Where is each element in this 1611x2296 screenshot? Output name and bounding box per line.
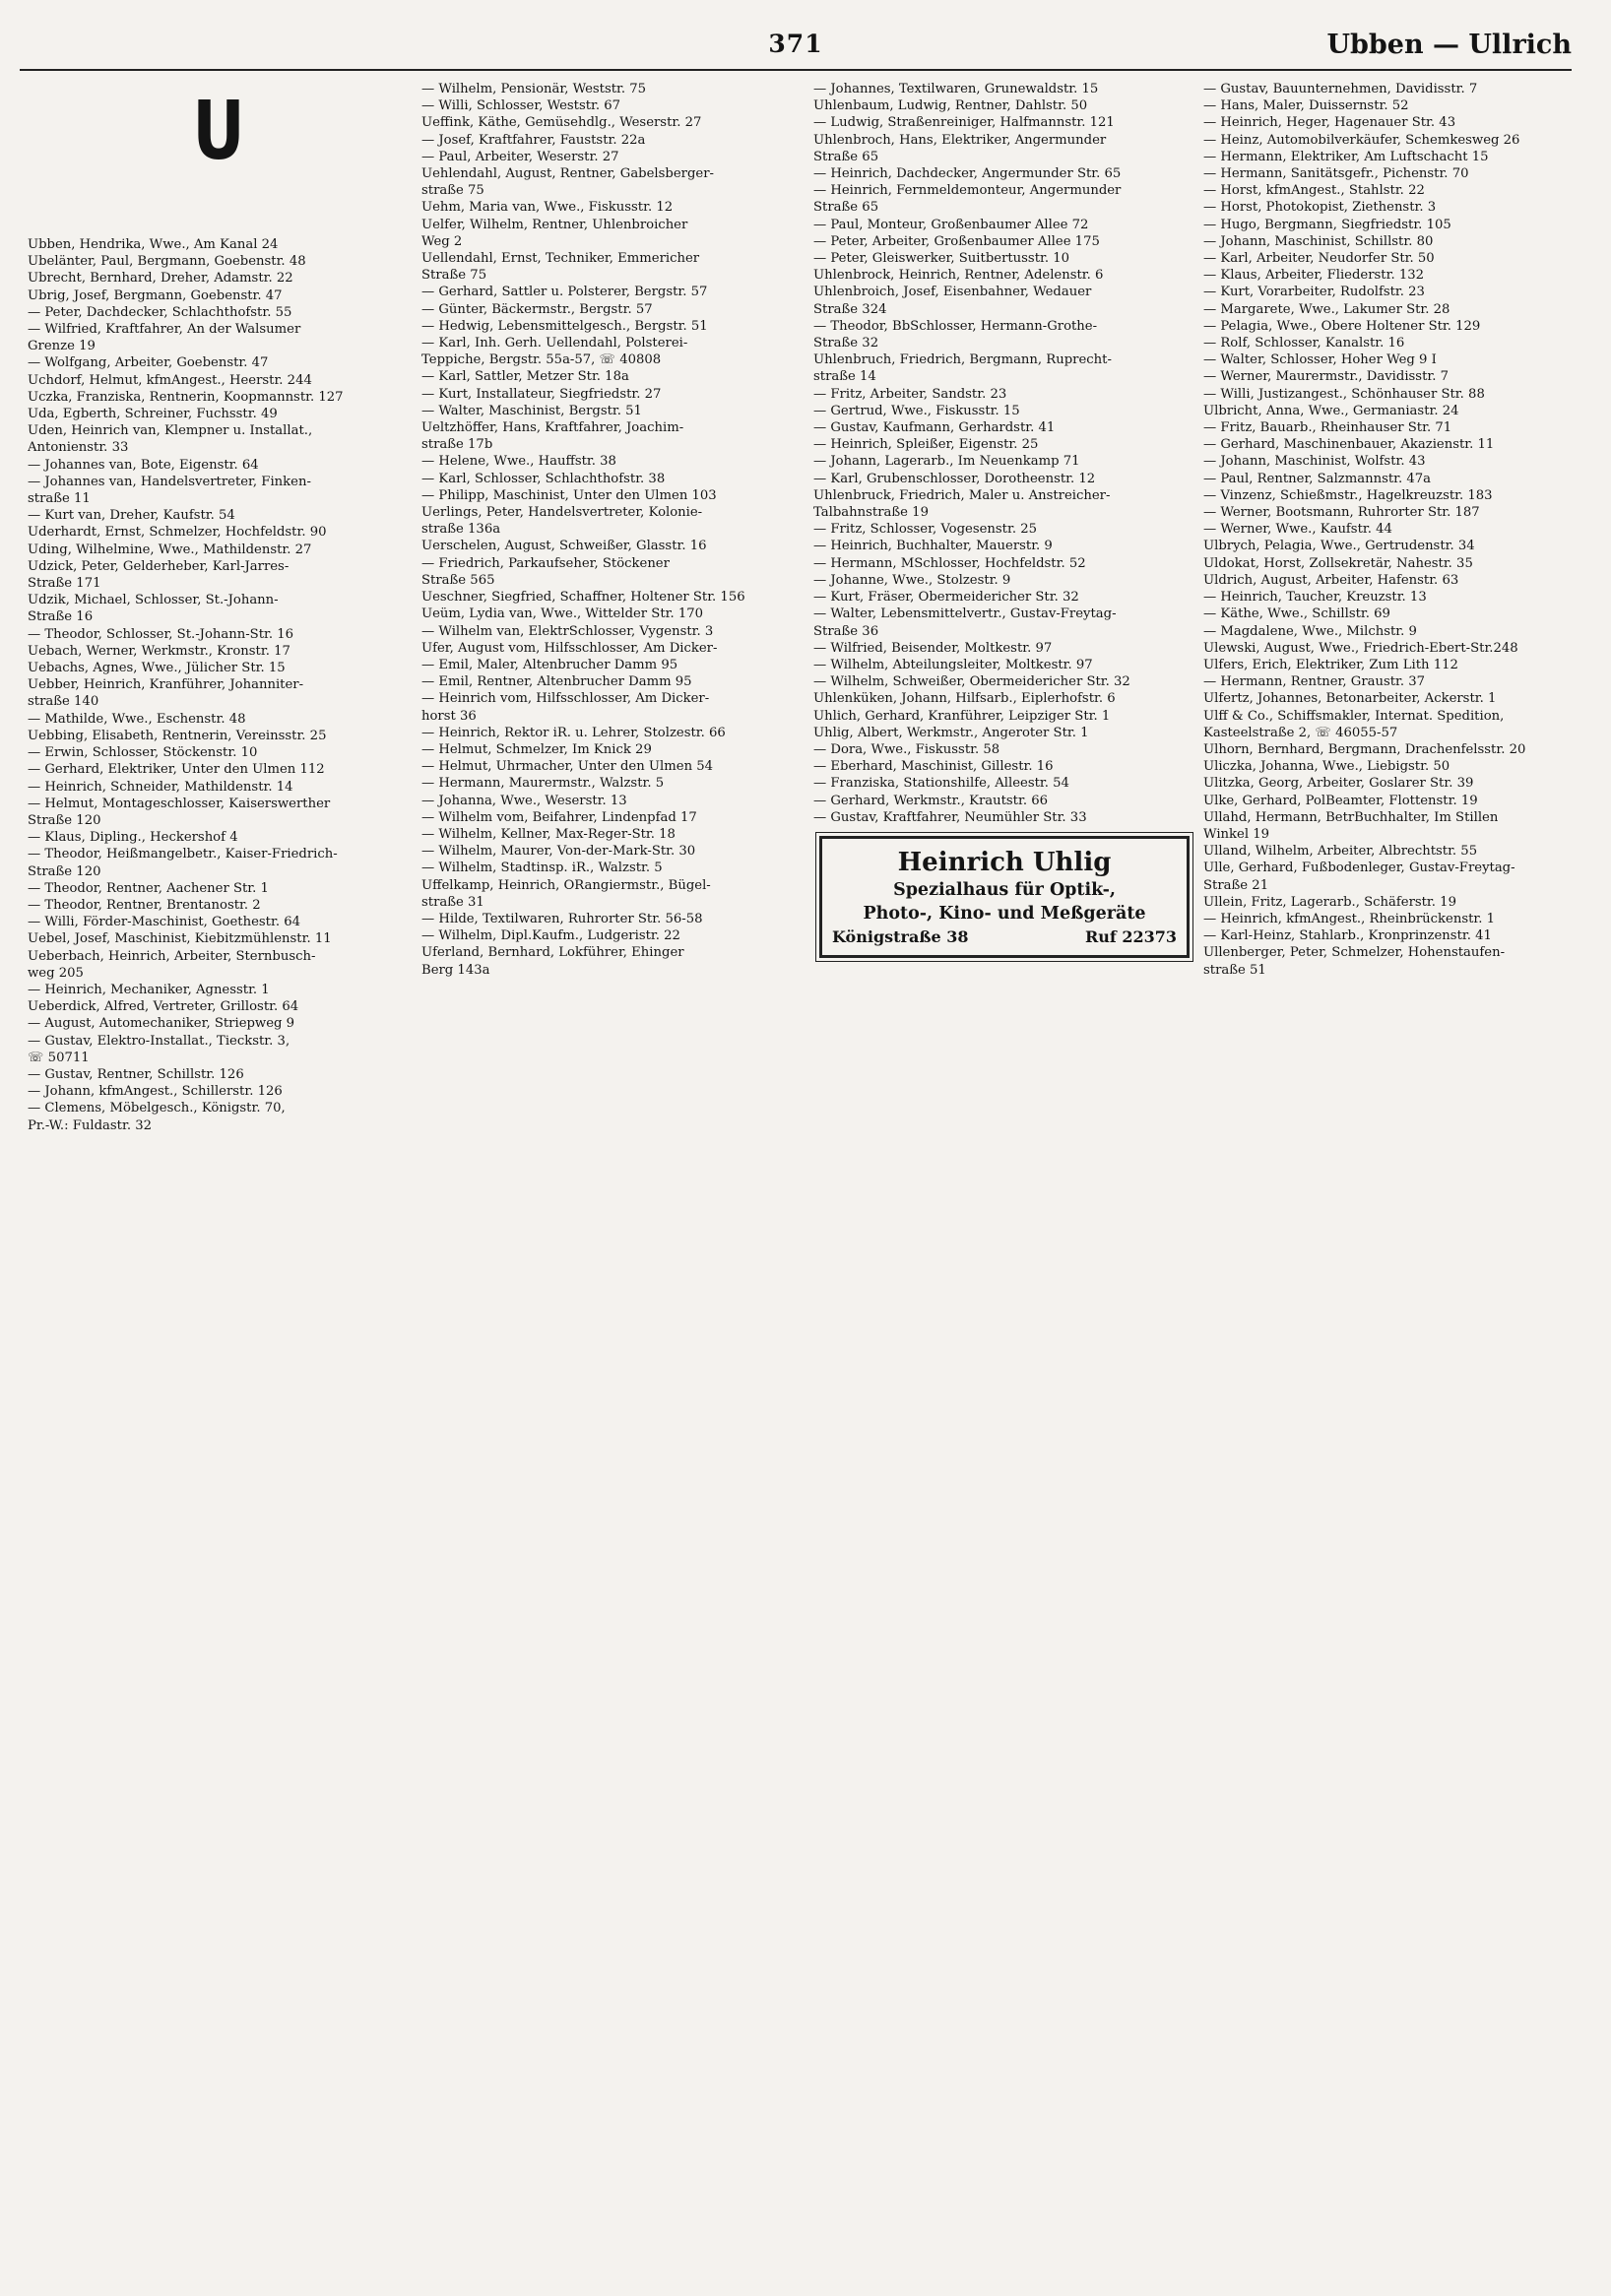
directory-entry: — Fritz, Arbeiter, Sandstr. 23 [813, 386, 1007, 402]
directory-entry: — Gustav, Kraftfahrer, Neumühler Str. 33 [813, 809, 1087, 825]
directory-entry: Uhlenbaum, Ludwig, Rentner, Dahlstr. 50 [813, 98, 1088, 114]
directory-entry: — Gerhard, Elektriker, Unter den Ulmen 112 [28, 762, 325, 778]
directory-entry: Uehlendahl, August, Rentner, Gabelsberger- [421, 166, 714, 182]
directory-entry: Ullahd, Hermann, BetrBuchhalter, Im Stillen [1203, 809, 1499, 825]
directory-entry: Ulbrych, Pelagia, Wwe., Gertrudenstr. 34 [1203, 539, 1475, 554]
directory-entry: Uebber, Heinrich, Kranführer, Johanniter- [28, 677, 304, 693]
directory-entry: — Wilhelm, Pensionär, Weststr. 75 [421, 82, 647, 96]
directory-entry: ☏ 50711 [28, 1050, 90, 1065]
directory-entry: Uffelkamp, Heinrich, ORangiermstr., Bügel- [421, 877, 711, 893]
directory-entry: — Theodor, Heißmangelbetr., Kaiser-Friedrich- [28, 847, 338, 862]
directory-entry: — Gustav, Kaufmann, Gerhardstr. 41 [813, 420, 1056, 436]
directory-entry: Straße 65 [813, 200, 879, 216]
section-letter: U [192, 85, 245, 178]
directory-entry: — Gerhard, Maschinenbauer, Akazienstr. 11 [1203, 437, 1495, 453]
directory-entry: — Helmut, Uhrmacher, Unter den Ulmen 54 [421, 759, 714, 775]
directory-entry: — Theodor, BbSchlosser, Hermann-Grothe- [813, 318, 1098, 334]
directory-entry: — Karl-Heinz, Stahlarb., Kronprinzenstr. 41 [1203, 928, 1492, 944]
directory-entry: Ulfertz, Johannes, Betonarbeiter, Ackerstr. 1 [1203, 691, 1497, 707]
directory-entry: Ubelänter, Paul, Bergmann, Goebenstr. 48 [28, 254, 306, 270]
directory-entry: Ulland, Wilhelm, Arbeiter, Albrechtstr. 55 [1203, 844, 1478, 860]
directory-entry: Uldrich, August, Arbeiter, Hafenstr. 63 [1203, 572, 1459, 588]
directory-entry: — Heinrich, Rektor iR. u. Lehrer, Stolzestr. 66 [421, 725, 726, 740]
directory-entry: Udzik, Michael, Schlosser, St.-Johann- [28, 593, 279, 608]
directory-entry: straße 17b [421, 437, 493, 453]
directory-entry: Uczka, Franziska, Rentnerin, Koopmannstr. 127 [28, 389, 344, 405]
directory-entry: — Heinrich, Fernmeldemonteur, Angermunder [813, 183, 1122, 199]
directory-entry: — Hermann, Elektriker, Am Luftschacht 15 [1203, 149, 1489, 164]
directory-entry: Straße 171 [28, 576, 101, 592]
directory-entry: Uhlenküken, Johann, Hilfsarb., Eiplerhofstr. 6 [813, 691, 1116, 707]
directory-entry: — Heinrich, Schneider, Mathildenstr. 14 [28, 779, 293, 795]
directory-entry: Straße 120 [28, 812, 101, 828]
directory-entry: — Kurt van, Dreher, Kaufstr. 54 [28, 508, 235, 524]
directory-entry: Ubben, Hendrika, Wwe., Am Kanal 24 [28, 237, 279, 252]
directory-entry: Ueschner, Siegfried, Schaffner, Holtener Str. 156 [421, 590, 745, 606]
directory-entry: Uerlings, Peter, Handelsvertreter, Kolonie- [421, 505, 703, 521]
directory-entry: Kasteelstraße 2, ☏ 46055-57 [1203, 725, 1398, 740]
directory-entry: Udzick, Peter, Gelderheber, Karl-Jarres- [28, 558, 290, 574]
directory-entry: — Willi, Schlosser, Weststr. 67 [421, 98, 621, 114]
advertisement-line-2: Photo-, Kino- und Meßgeräte [863, 903, 1146, 924]
directory-entry: — Johannes van, Handelsvertreter, Finken- [28, 474, 311, 489]
directory-entry: — Emil, Rentner, Altenbrucher Damm 95 [421, 674, 692, 690]
directory-entry: Straße 324 [813, 301, 887, 317]
directory-entry: Uden, Heinrich van, Klempner u. Installat., [28, 423, 313, 439]
directory-entry: — Johanne, Wwe., Stolzestr. 9 [813, 572, 1011, 588]
directory-entry: — Wilhelm, Kellner, Max-Reger-Str. 18 [421, 826, 676, 842]
directory-entry: — Margarete, Wwe., Lakumer Str. 28 [1203, 301, 1450, 317]
directory-entry: Talbahnstraße 19 [813, 505, 929, 521]
directory-entry: — Wilhelm vom, Beifahrer, Lindenpfad 17 [421, 809, 697, 825]
column-2 [421, 81, 804, 2286]
directory-entry: — Kurt, Fräser, Obermeidericher Str. 32 [813, 590, 1079, 606]
directory-entry: — Theodor, Rentner, Brentanostr. 2 [28, 897, 261, 913]
directory-entry: Ubrig, Josef, Bergmann, Goebenstr. 47 [28, 287, 283, 303]
directory-entry: — Ludwig, Straßenreiniger, Halfmannstr. 121 [813, 115, 1115, 131]
directory-entry: — Günter, Bäckermstr., Bergstr. 57 [421, 301, 653, 317]
directory-entry: — Wilhelm, Maurer, Von-der-Mark-Str. 30 [421, 844, 696, 860]
directory-entry: straße 136a [421, 522, 501, 538]
advertisement-footer [832, 925, 1177, 949]
directory-entry: — Heinrich, Mechaniker, Agnesstr. 1 [28, 982, 270, 997]
directory-entry: — Helmut, Schmelzer, Im Knick 29 [421, 741, 652, 757]
directory-entry: Uhlig, Albert, Werkmstr., Angeroter Str. 1 [813, 725, 1089, 740]
column-3 [813, 81, 1195, 2286]
directory-entry: — Gerhard, Werkmstr., Krautstr. 66 [813, 793, 1048, 808]
directory-entry: — Kurt, Installateur, Siegfriedstr. 27 [421, 386, 662, 402]
directory-entry: — Hermann, Maurermstr., Walzstr. 5 [421, 776, 665, 792]
directory-entry: — Wilhelm, Stadtinsp. iR., Walzstr. 5 [421, 861, 663, 876]
directory-entry: Ueffink, Käthe, Gemüsehdlg., Weserstr. 27 [421, 115, 702, 131]
directory-entry: — Theodor, Schlosser, St.-Johann-Str. 16 [28, 626, 294, 642]
directory-entry: Uebbing, Elisabeth, Rentnerin, Vereinsstr. 25 [28, 728, 327, 743]
directory-entry: Ueltzhöffer, Hans, Kraftfahrer, Joachim- [421, 420, 684, 436]
directory-entry: Uebachs, Agnes, Wwe., Jülicher Str. 15 [28, 661, 286, 676]
directory-entry: Uhlenbroich, Josef, Eisenbahner, Wedauer [813, 285, 1092, 300]
directory-entry: — Wilfried, Beisender, Moltkestr. 97 [813, 640, 1053, 656]
directory-entry: — Werner, Bootsmann, Ruhrorter Str. 187 [1203, 505, 1480, 521]
directory-entry: Straße 16 [28, 609, 94, 625]
directory-entry: weg 205 [28, 965, 84, 981]
directory-entry: Straße 120 [28, 863, 101, 879]
directory-entry: Straße 36 [813, 623, 879, 639]
directory-entry: — Heinrich, Heger, Hagenauer Str. 43 [1203, 115, 1456, 131]
directory-entry: — Wilhelm, Schweißer, Obermeidericher Str. 32 [813, 674, 1130, 690]
directory-entry: — Erwin, Schlosser, Stöckenstr. 10 [28, 745, 258, 761]
directory-entry: — August, Automechaniker, Striepweg 9 [28, 1016, 295, 1032]
directory-entry: — Gustav, Elektro-Installat., Tieckstr. 3, [28, 1033, 290, 1049]
directory-entry: Uhlenbroch, Hans, Elektriker, Angermunder [813, 132, 1107, 148]
directory-entry: — Heinrich, Buchhalter, Mauerstr. 9 [813, 539, 1053, 554]
directory-entry: — Friedrich, Parkaufseher, Stöckener [421, 555, 670, 571]
directory-entry: straße 140 [28, 694, 99, 710]
advertisement-line-1: Spezialhaus für Optik-, [893, 879, 1116, 900]
directory-entry: — Willi, Justizangest., Schönhauser Str. 88 [1203, 386, 1485, 402]
directory-entry: — Magdalene, Wwe., Milchstr. 9 [1203, 623, 1417, 639]
directory-entry: — Johann, Maschinist, Wolfstr. 43 [1203, 454, 1426, 470]
directory-entry: — Gustav, Rentner, Schillstr. 126 [28, 1066, 244, 1082]
directory-entry: Straße 32 [813, 336, 879, 351]
directory-entry: Uebach, Werner, Werkmstr., Kronstr. 17 [28, 643, 290, 659]
directory-entry: — Werner, Wwe., Kaufstr. 44 [1203, 522, 1392, 538]
directory-entry: — Heinrich, kfmAngest., Rheinbrückenstr. 1 [1203, 911, 1496, 926]
directory-entry: Pr.-W.: Fuldastr. 32 [28, 1117, 152, 1133]
directory-entry: Winkel 19 [1203, 826, 1270, 842]
directory-entry: Uchdorf, Helmut, kfmAngest., Heerstr. 244 [28, 372, 312, 388]
directory-entry: — Mathilde, Wwe., Eschenstr. 48 [28, 711, 246, 727]
directory-entry: — Franziska, Stationshilfe, Alleestr. 54 [813, 776, 1069, 792]
directory-entry: — Käthe, Wwe., Schillstr. 69 [1203, 606, 1390, 622]
advertisement-phone: Ruf 22373 [1084, 926, 1177, 946]
directory-entry: — Hermann, Rentner, Graustr. 37 [1203, 674, 1426, 690]
directory-entry: Teppiche, Bergstr. 55a-57, ☏ 40808 [421, 352, 662, 368]
directory-entry: — Hermann, Sanitätsgefr., Pichenstr. 70 [1203, 166, 1469, 182]
directory-entry: — Eberhard, Maschinist, Gillestr. 16 [813, 759, 1054, 775]
directory-entry: Uebel, Josef, Maschinist, Kiebitzmühlenstr. 11 [28, 931, 332, 947]
directory-entry: straße 11 [28, 491, 91, 507]
directory-entry: Uderhardt, Ernst, Schmelzer, Hochfeldstr. 90 [28, 525, 327, 541]
directory-entry: Straße 565 [421, 572, 495, 588]
directory-entry: Straße 21 [1203, 877, 1269, 893]
directory-entry: horst 36 [421, 708, 477, 724]
directory-entry: straße 14 [813, 369, 876, 385]
directory-entry: Berg 143a [421, 962, 490, 978]
directory-entry: — Horst, Photokopist, Ziethenstr. 3 [1203, 200, 1437, 216]
directory-entry: Ulbricht, Anna, Wwe., Germaniastr. 24 [1203, 403, 1459, 418]
directory-entry: — Wolfgang, Arbeiter, Goebenstr. 47 [28, 355, 269, 371]
directory-entry: — Helmut, Montageschlosser, Kaiserswerther [28, 796, 331, 811]
directory-entry: — Wilhelm van, ElektrSchlosser, Vygenstr. 3 [421, 623, 714, 639]
column-1 [28, 81, 410, 2286]
directory-entry: — Paul, Monteur, Großenbaumer Allee 72 [813, 217, 1089, 232]
directory-entry: — Paul, Rentner, Salzmannstr. 47a [1203, 471, 1432, 486]
advertisement-name: Heinrich Uhlig [897, 847, 1112, 877]
page-number: 371 [768, 30, 823, 58]
directory-entry: Uhlenbruck, Friedrich, Maler u. Anstreicher- [813, 487, 1111, 503]
directory-entry: Uding, Wilhelmine, Wwe., Mathildenstr. 27 [28, 542, 312, 557]
directory-entry: — Walter, Lebensmittelvertr., Gustav-Freytag- [813, 606, 1117, 622]
directory-entry: Ulhorn, Bernhard, Bergmann, Drachenfelsstr. 20 [1203, 741, 1526, 757]
directory-entry: Uhlich, Gerhard, Kranführer, Leipziger Str. 1 [813, 708, 1111, 724]
directory-entry: Uehm, Maria van, Wwe., Fiskusstr. 12 [421, 200, 674, 216]
directory-entry: — Karl, Arbeiter, Neudorfer Str. 50 [1203, 251, 1435, 267]
directory-entry: — Hedwig, Lebensmittelgesch., Bergstr. 51 [421, 318, 708, 334]
directory-entry: — Hugo, Bergmann, Siegfriedstr. 105 [1203, 217, 1451, 232]
directory-entry: — Wilhelm, Abteilungsleiter, Moltkestr. 97 [813, 657, 1093, 672]
directory-entry: Grenze 19 [28, 339, 96, 354]
directory-entry: Ullenberger, Peter, Schmelzer, Hohenstaufen- [1203, 945, 1506, 961]
directory-entry: — Clemens, Möbelgesch., Königstr. 70, [28, 1101, 286, 1116]
directory-entry: Uellendahl, Ernst, Techniker, Emmericher [421, 251, 700, 267]
directory-entry: — Gertrud, Wwe., Fiskusstr. 15 [813, 403, 1020, 418]
directory-entry: straße 51 [1203, 962, 1266, 978]
directory-entry: — Hans, Maler, Duissernstr. 52 [1203, 98, 1409, 114]
advertisement-box [819, 836, 1190, 958]
directory-entry: Ueberdick, Alfred, Vertreter, Grillostr. 64 [28, 999, 299, 1015]
directory-entry: — Heinz, Automobilverkäufer, Schemkesweg 26 [1203, 132, 1520, 148]
advertisement-address: Königstraße 38 [832, 926, 969, 946]
directory-entry: Uldokat, Horst, Zollsekretär, Nahestr. 35 [1203, 555, 1473, 571]
directory-entry: straße 31 [421, 894, 484, 910]
directory-entry: — Karl, Grubenschlosser, Dorotheenstr. 12 [813, 471, 1096, 486]
directory-entry: — Philipp, Maschinist, Unter den Ulmen 103 [421, 487, 717, 503]
directory-entry: — Klaus, Arbeiter, Fliederstr. 132 [1203, 268, 1425, 284]
directory-entry: — Willi, Förder-Maschinist, Goethestr. 64 [28, 915, 300, 930]
directory-entry: — Josef, Kraftfahrer, Fauststr. 22a [421, 132, 646, 148]
directory-entry: Uferland, Bernhard, Lokführer, Ehinger [421, 945, 684, 961]
directory-entry: Straße 65 [813, 149, 879, 164]
directory-entry: Uhlenbruch, Friedrich, Bergmann, Ruprecht- [813, 352, 1112, 368]
directory-entry: — Heinrich, Dachdecker, Angermunder Str. 65 [813, 166, 1122, 182]
directory-entry: — Emil, Maler, Altenbrucher Damm 95 [421, 657, 678, 672]
directory-entry: — Walter, Schlosser, Hoher Weg 9 I [1203, 352, 1437, 368]
directory-entry: Uliczka, Johanna, Wwe., Liebigstr. 50 [1203, 759, 1450, 775]
directory-entry: — Rolf, Schlosser, Kanalstr. 16 [1203, 336, 1405, 351]
directory-entry: — Wilhelm, Dipl.Kaufm., Ludgeristr. 22 [421, 928, 680, 944]
directory-entry: Ubrecht, Bernhard, Dreher, Adamstr. 22 [28, 271, 293, 287]
directory-entry: — Peter, Dachdecker, Schlachthofstr. 55 [28, 304, 292, 320]
directory-entry: — Fritz, Schlosser, Vogesenstr. 25 [813, 522, 1037, 538]
directory-entry: straße 75 [421, 183, 484, 199]
directory-entry: — Hermann, MSchlosser, Hochfeldstr. 52 [813, 555, 1086, 571]
directory-entry: Ulewski, August, Wwe., Friedrich-Ebert-Str.248 [1203, 640, 1518, 656]
directory-entry: — Pelagia, Wwe., Obere Holtener Str. 129 [1203, 318, 1481, 334]
directory-entry: — Gerhard, Sattler u. Polsterer, Bergstr. 57 [421, 285, 708, 300]
directory-entry: — Karl, Inh. Gerh. Uellendahl, Polsterei- [421, 336, 688, 351]
directory-entry: Straße 75 [421, 268, 487, 284]
directory-entry: — Wilfried, Kraftfahrer, An der Walsumer [28, 322, 301, 338]
directory-entry: — Johannes van, Bote, Eigenstr. 64 [28, 457, 259, 473]
directory-entry: — Helene, Wwe., Hauffstr. 38 [421, 454, 616, 470]
directory-entry: — Johanna, Wwe., Weserstr. 13 [421, 793, 627, 808]
directory-entry: Uda, Egberth, Schreiner, Fuchsstr. 49 [28, 407, 278, 422]
directory-entry: — Theodor, Rentner, Aachener Str. 1 [28, 880, 269, 896]
directory-entry: — Karl, Sattler, Metzer Str. 18a [421, 369, 629, 385]
directory-entry: Ufer, August vom, Hilfsschlosser, Am Dicker- [421, 640, 718, 656]
directory-entry: — Heinrich, Taucher, Kreuzstr. 13 [1203, 590, 1427, 606]
directory-entry: — Karl, Schlosser, Schlachthofstr. 38 [421, 471, 666, 486]
directory-entry: Uhlenbrock, Heinrich, Rentner, Adelenstr. 6 [813, 268, 1104, 284]
directory-entry: — Johann, Lagerarb., Im Neuenkamp 71 [813, 454, 1080, 470]
directory-entry: Ueberbach, Heinrich, Arbeiter, Sternbusch- [28, 948, 316, 964]
page-header [20, 26, 1572, 71]
directory-entry: — Vinzenz, Schießmstr., Hagelkreuzstr. 183 [1203, 487, 1493, 503]
directory-entry: Ullein, Fritz, Lagerarb., Schäferstr. 19 [1203, 894, 1456, 910]
directory-entry: — Gustav, Bauunternehmen, Davidisstr. 7 [1203, 82, 1478, 96]
directory-entry: Ulke, Gerhard, PolBeamter, Flottenstr. 19 [1203, 793, 1478, 808]
directory-entry: — Johann, Maschinist, Schillstr. 80 [1203, 233, 1434, 249]
directory-entry: — Klaus, Dipling., Heckershof 4 [28, 830, 238, 846]
directory-entry: — Heinrich, Spleißer, Eigenstr. 25 [813, 437, 1039, 453]
directory-entry: Uelfer, Wilhelm, Rentner, Uhlenbroicher [421, 217, 688, 232]
directory-entry: — Hilde, Textilwaren, Ruhrorter Str. 56-58 [421, 911, 703, 926]
directory-entry: Ulff & Co., Schiffsmakler, Internat. Spedition, [1203, 708, 1505, 724]
directory-entry: Weg 2 [421, 233, 463, 249]
directory-entry: — Fritz, Bauarb., Rheinhauser Str. 71 [1203, 420, 1452, 436]
directory-entry: Uerschelen, August, Schweißer, Glasstr. 16 [421, 539, 707, 554]
column-4 [1203, 81, 1595, 2286]
directory-entry: — Paul, Arbeiter, Weserstr. 27 [421, 149, 619, 164]
directory-entry: — Johannes, Textilwaren, Grunewaldstr. 15 [813, 82, 1099, 96]
directory-entry: Antonienstr. 33 [28, 440, 129, 456]
directory-entry: — Peter, Gleiswerker, Suitbertusstr. 10 [813, 251, 1070, 267]
directory-entry: — Werner, Maurermstr., Davidisstr. 7 [1203, 369, 1449, 385]
directory-entry: — Peter, Arbeiter, Großenbaumer Allee 175 [813, 233, 1100, 249]
directory-entry: — Kurt, Vorarbeiter, Rudolfstr. 23 [1203, 285, 1425, 300]
directory-entry: — Walter, Maschinist, Bergstr. 51 [421, 403, 642, 418]
directory-entry: — Horst, kfmAngest., Stahlstr. 22 [1203, 183, 1425, 199]
directory-entry: — Johann, kfmAngest., Schillerstr. 126 [28, 1084, 283, 1100]
directory-entry: Ueüm, Lydia van, Wwe., Wittelder Str. 170 [421, 606, 704, 622]
running-head: Ubben — Ullrich [1326, 30, 1572, 60]
directory-entry: Ulle, Gerhard, Fußbodenleger, Gustav-Freytag- [1203, 861, 1515, 876]
directory-entry: — Heinrich vom, Hilfsschlosser, Am Dicker- [421, 691, 710, 707]
directory-entry: Ulfers, Erich, Elektriker, Zum Lith 112 [1203, 657, 1458, 672]
directory-entry: Ulitzka, Georg, Arbeiter, Goslarer Str. 39 [1203, 776, 1474, 792]
directory-entry: — Dora, Wwe., Fiskusstr. 58 [813, 741, 1000, 757]
